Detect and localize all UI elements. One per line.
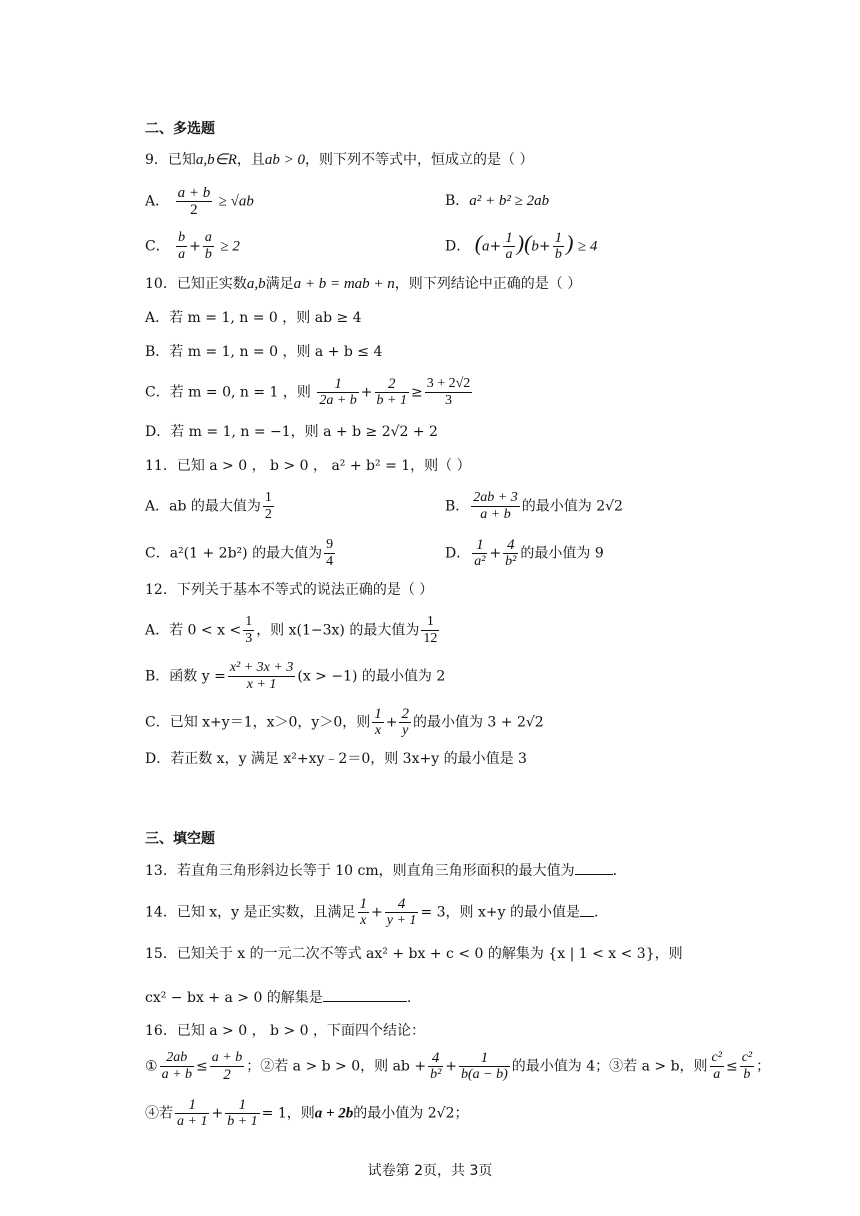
q9-a-num: a + b — [177, 185, 211, 201]
q12-a-frac1: $\frac{1}{3}$ — [245, 614, 253, 646]
q9-cond: ab > 0 — [264, 152, 306, 168]
q9-a-rest: ≥ √ab — [218, 193, 254, 210]
q12-c-frac1: $\frac{1}{x}$ — [374, 706, 382, 738]
q9-a-fraction — [176, 185, 213, 218]
q11-option-a — [145, 490, 276, 523]
q9-c-label: C． — [145, 238, 170, 255]
q11-c-text: a²(1 + 2b²) 的最大值为 — [169, 545, 323, 562]
q16-frac8: $\frac{1}{b + 1}$ — [227, 1097, 258, 1129]
q9-b-text: a² + b² ≥ 2ab — [469, 193, 550, 209]
q12-b-prefix: B．函数 y = — [145, 668, 226, 685]
q9-vars: a,b∈R — [195, 152, 237, 168]
q16-stem: 16．已知 a > 0 ， b > 0 ，下面四个结论： — [145, 1023, 425, 1039]
q11-a-prefix: A． — [145, 498, 170, 515]
q11-a-frac — [263, 490, 274, 523]
q16-l1-c: 的最小值为 4；③若 a > b，则 — [511, 1058, 708, 1075]
q9-d-rest: ≥ 4 — [577, 238, 598, 255]
q9-option-d: D． (a+ $\frac{1}{a}$ )(b+ $\frac{1}{b}$ ) ≥ 4 — [445, 230, 598, 262]
q10-stem-mid: 满足 — [265, 276, 294, 292]
q12-a-frac2: $\frac{1}{12}$ — [423, 614, 438, 646]
q16-line2: ④若 $\frac{1}{a + 1}$ + $\frac{1}{b + 1}$ = 1，则a + 2b的最小值为 2√2； — [145, 1097, 469, 1129]
q11-d-frac1: $\frac{1}{\text{a²}}$ — [474, 537, 486, 569]
q11-c-num: 9 — [326, 537, 334, 552]
q12-b-num: x² + 3x + 3 — [229, 660, 294, 675]
q16-l2-bold: a + 2b — [314, 1105, 354, 1122]
q16-frac7: $\frac{1}{a + 1}$ — [177, 1097, 208, 1129]
q11-c-den: 4 — [326, 554, 334, 569]
q10-c-rhs — [425, 376, 473, 409]
q9-option-b — [445, 191, 549, 211]
q11-c-frac — [324, 537, 335, 570]
q11-stem: 11．已知 a > 0 ， b > 0 ， a² + b² = 1，则（ ） — [145, 458, 471, 474]
q9-stem-suffix: ，则下列不等式中，恒成立的是（ ） — [305, 152, 534, 168]
q9-a-den: 2 — [190, 202, 198, 218]
q9-option-a — [145, 185, 254, 218]
q11-b-frac — [471, 490, 519, 523]
q11-a-num: 1 — [264, 490, 272, 505]
q9-d-frac2: $\frac{1}{b}$ — [554, 230, 563, 262]
q11-a-text: ab 的最大值为 — [169, 498, 261, 515]
q11-b-prefix: B． — [445, 498, 470, 515]
q11-d-prefix: D． — [445, 545, 471, 562]
q11-option-b — [445, 490, 623, 523]
q14-prefix: 14．已知 x，y 是正实数，且满足 — [145, 904, 356, 921]
q16-l1-b: ；②若 a > b > 0，则 ab + — [246, 1058, 427, 1075]
q12-c-frac2: $\frac{2}{y}$ — [401, 706, 409, 738]
q9-c-rest: ≥ 2 — [220, 238, 240, 255]
q12-b-den: x + 1 — [246, 677, 277, 692]
q9-stem — [145, 150, 533, 170]
q10-c-rhs-den: 3 — [445, 393, 453, 408]
section-title-fill-blank: 三、填空题 — [145, 831, 215, 847]
q16-l1-end: ； — [756, 1058, 771, 1075]
q16-frac4: $\frac{1}{b(a - b)}$ — [461, 1050, 508, 1082]
q10-c-frac2: $\frac{2}{b + 1}$ — [376, 376, 407, 408]
q11-b-den: a + b — [480, 507, 511, 522]
q14-answer-blank[interactable] — [580, 916, 594, 917]
q16-frac5: $\frac{\text{c²}}{a}$ — [711, 1050, 722, 1082]
q10-eq: a + b = mab + n — [293, 276, 395, 292]
q12-b-suffix: (x > −1) 的最小值为 2 — [297, 668, 446, 685]
q10-stem-suffix: ，则下列结论中正确的是（ ） — [394, 276, 582, 292]
q11-option-c — [145, 537, 337, 570]
q10-option-a: A．若 m = 1, n = 0 ，则 ab ≥ 4 — [145, 310, 362, 326]
q14-frac1: $\frac{1}{x}$ — [359, 896, 368, 928]
q12-c-suffix: 的最小值为 3 + 2√2 — [412, 714, 544, 731]
q10-stem-prefix: 10．已知正实数 — [145, 276, 247, 292]
q16-l1-a: ① — [145, 1058, 158, 1075]
q11-c-prefix: C． — [145, 545, 170, 562]
q9-option-c: C． $\frac{b}{a}$ + $\frac{a}{b}$ ≥ 2 — [145, 230, 240, 262]
q12-b-frac — [228, 660, 296, 693]
q14-frac2: $\frac{4}{y + 1}$ — [386, 896, 417, 928]
q9-d-frac1: $\frac{1}{a}$ — [505, 230, 513, 262]
q16-frac3: $\frac{4}{\text{b²}}$ — [430, 1050, 442, 1082]
q12-option-b — [145, 660, 445, 693]
q10-option-b: B．若 m = 1, n = 0 ，则 a + b ≤ 4 — [145, 344, 383, 360]
q13-text: 13．若直角三角形斜边长等于 10 cm，则直角三角形面积的最大值为 — [145, 863, 575, 879]
q12-option-a — [145, 614, 441, 647]
q9-stem-prefix: 9．已知 — [145, 152, 196, 168]
q12-option-c: C．已知 x+y＝1，x＞0，y＞0，则 $\frac{1}{x}$ + $\frac{2}{y}$ 的最小值为 3 + 2√2 — [145, 706, 544, 738]
q10-c-frac1: $\frac{1}{2a + b}$ — [319, 376, 357, 408]
q16-l2-end: 的最小值为 2√2； — [353, 1105, 469, 1122]
q16-line1: ① $\frac{2ab}{a + b}$ ≤ $\frac{a + b}{2}$ ；②若 a > b > 0，则 ab + $\frac{4}{\text{b²}}$ + $\frac{1}{b(a - b)}$ 的最小值为 4；③若 a > b，则 $\frac{\text{c²}}{a}$ ≤ $\frac{\text{c²}}{b}$ ； — [145, 1050, 771, 1083]
q10-c-rhs-num: 3 + 2√2 — [426, 376, 471, 391]
q12-a-prefix: A．若 0 < x < — [145, 622, 242, 639]
q15-answer-blank[interactable] — [323, 1001, 407, 1002]
q13 — [145, 861, 617, 881]
q11-b-num: 2ab + 3 — [473, 490, 518, 505]
q11-b-text: 的最小值为 2√2 — [521, 498, 623, 515]
q14-end: . — [593, 904, 599, 921]
q11-d-text: 的最小值为 9 — [520, 545, 604, 562]
section-title-multi-choice: 二、多选题 — [145, 121, 215, 137]
q16-l2-prefix: ④若 — [145, 1105, 173, 1122]
q9-b-label: B． — [445, 193, 470, 209]
q13-end: . — [612, 863, 618, 879]
q9-c-frac1: $\frac{b}{a}$ — [178, 230, 186, 262]
q9-a-label: A． — [145, 193, 170, 210]
q15-line1: 15．已知关于 x 的一元二次不等式 ax² + bx + c < 0 的解集为 {x | 1 < x < 3}，则 — [145, 946, 683, 962]
q9-stem-mid: ，且 — [236, 152, 265, 168]
q14: 14．已知 x，y 是正实数，且满足 $\frac{1}{x}$ + $\frac{4}{y + 1}$ = 3，则 x+y 的最小值是 . — [145, 896, 599, 928]
q12-option-d: D．若正数 x，y 满足 x²+xy﹣2＝0，则 3x+y 的最小值是 3 — [145, 751, 527, 767]
q10-vars: a,b — [246, 276, 266, 292]
q12-a-mid: ，则 x(1−3x) 的最大值为 — [256, 622, 420, 639]
q12-stem: 12．下列关于基本不等式的说法正确的是（ ） — [145, 582, 434, 598]
q14-suffix: = 3，则 x+y 的最小值是 — [420, 904, 580, 921]
q10-option-c: C．若 m = 0, n = 1 ，则 $\frac{1}{2a + b}$ + $\frac{2}{b + 1}$ ≥ $\frac{3 + 2√2}{3}$ — [145, 376, 471, 408]
q12-c-prefix: C．已知 x+y＝1，x＞0，y＞0，则 — [145, 714, 371, 731]
q15-end: . — [406, 990, 412, 1006]
q10-stem — [145, 274, 581, 294]
q16-frac1: $\frac{2ab}{a + b}$ — [161, 1050, 193, 1082]
q11-a-den: 2 — [264, 507, 272, 522]
q10-c-prefix: C．若 m = 0, n = 1 ，则 — [145, 384, 311, 401]
q10-option-d: D．若 m = 1, n = −1，则 a + b ≥ 2√2 + 2 — [145, 424, 438, 440]
q11-d-frac2: $\frac{4}{\text{b²}}$ — [505, 537, 517, 569]
q9-c-frac2: $\frac{a}{b}$ — [204, 230, 212, 262]
page-footer: 试卷第 2页，共 3页 — [367, 1163, 493, 1179]
q16-frac2: $\frac{a + b}{2}$ — [211, 1050, 243, 1083]
q13-answer-blank[interactable] — [575, 874, 613, 875]
q15-line2 — [145, 988, 411, 1008]
q11-option-d: D． $\frac{1}{\text{a²}}$ + $\frac{4}{\text{b²}}$ 的最小值为 9 — [445, 537, 604, 569]
q16-frac6: $\frac{\text{c²}}{b}$ — [741, 1050, 753, 1082]
q15-line2-text: cx² − bx + a > 0 的解集是 — [145, 990, 323, 1006]
q16-l2-suffix: = 1，则 — [261, 1105, 315, 1122]
q9-d-label: D． — [445, 238, 471, 255]
